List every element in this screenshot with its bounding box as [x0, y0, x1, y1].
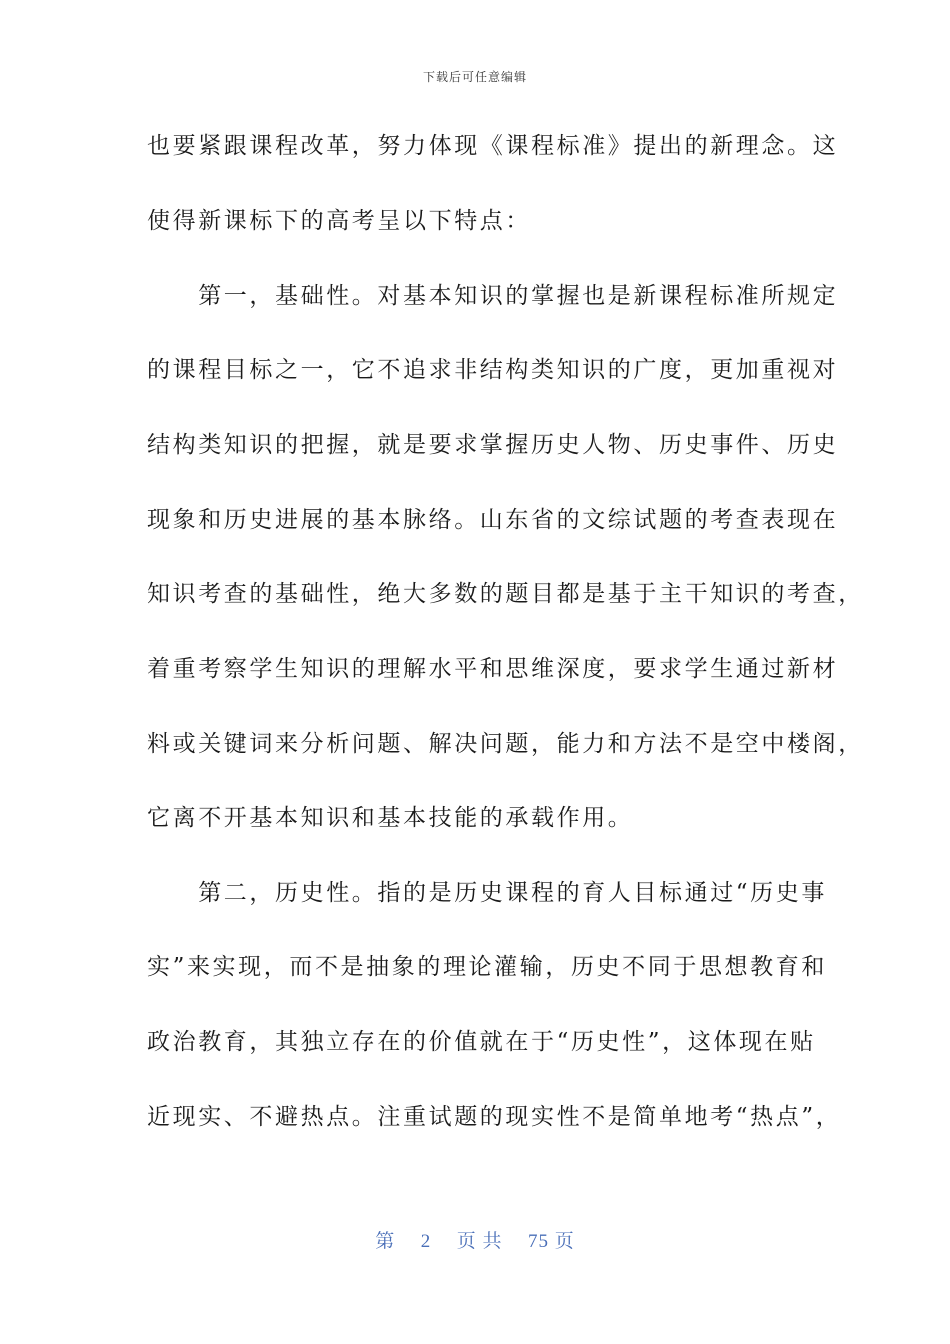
- current-page-number: 2: [420, 1231, 432, 1252]
- footer-prefix: 第: [375, 1231, 396, 1252]
- text-line: 实”来实现，而不是抽象的理论灌输，历史不同于思想教育和: [147, 954, 827, 980]
- footer-middle: 页 共: [456, 1231, 503, 1252]
- text-line: 也要紧跟课程改革，努力体现《课程标准》提出的新理念。这: [147, 133, 839, 159]
- page-header-note: 下载后可任意编辑: [422, 70, 527, 84]
- footer-suffix: 页: [554, 1231, 575, 1252]
- text-line: 现象和历史进展的基本脉络。山东省的文综试题的考查表现在: [147, 507, 839, 533]
- text-line: 料或关键词来分析问题、解决问题，能力和方法不是空中楼阁，: [147, 731, 864, 757]
- text-line: 它离不开基本知识和基本技能的承载作用。: [147, 805, 634, 831]
- page-number-footer: [0, 1226, 950, 1253]
- text-line: 结构类知识的把握，就是要求掌握历史人物、历史事件、历史: [147, 432, 839, 458]
- text-line: 第一，基础性。对基本知识的掌握也是新课程标准所规定: [147, 283, 839, 309]
- text-line: 政治教育，其独立存在的价值就在于“历史性”，这体现在贴: [147, 1029, 816, 1055]
- text-line: 的课程目标之一，它不追求非结构类知识的广度，更加重视对: [147, 357, 839, 383]
- text-line: 着重考察学生知识的理解水平和思维深度，要求学生通过新材: [147, 656, 839, 682]
- text-line: 知识考查的基础性，绝大多数的题目都是基于主干知识的考查，: [147, 581, 864, 607]
- total-page-count: 75: [528, 1231, 549, 1252]
- text-line: 近现实、不避热点。注重试题的现实性不是简单地考“热点”，: [147, 1104, 842, 1130]
- text-line: 第二，历史性。指的是历史课程的育人目标通过“历史事: [147, 880, 827, 906]
- text-line: 使得新课标下的高考呈以下特点：: [147, 208, 531, 234]
